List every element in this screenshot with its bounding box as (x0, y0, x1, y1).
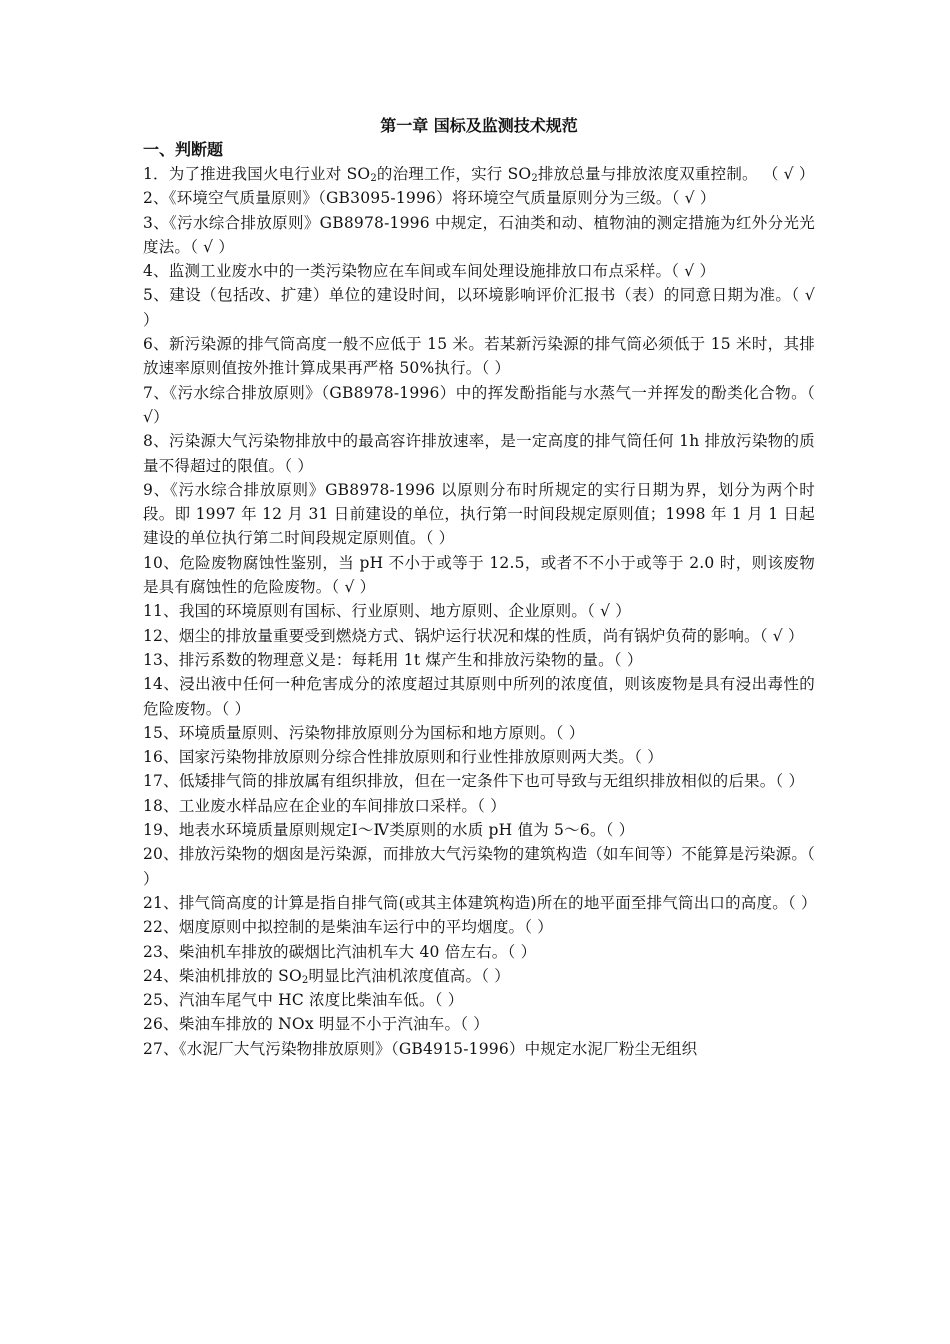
question-item: 3、《污水综合排放原则》GB8978-1996 中规定，石油类和动、植物油的测定措施为红外分光光度法。（ √ ） (143, 213, 815, 256)
question-item: 1．为了推进我国火电行业对 $SO_2$的治理工作，实行 $SO_2$排放总量与排放浓度双重控制。 （ √ ） (143, 165, 815, 184)
question-item: 13、排污系数的物理意义是：每耗用 1t 煤产生和排放污染物的量。（ ） (143, 650, 643, 669)
question-item: 20、排放污染物的烟囱是污染源，而排放大气污染物的建筑构造（如车间等）不能算是污染源。（ ） (143, 845, 815, 888)
question-item: 24、柴油机排放的 $SO_2$明显比汽油机浓度值高。（ ） (143, 966, 510, 986)
question-item: 12、烟尘的排放量重要受到燃烧方式、锅炉运行状况和煤的性质，尚有锅炉负荷的影响。（ √ ） (143, 626, 804, 645)
question-item: 11、我国的环境原则有国标、行业原则、地方原则、企业原则。（ √ ） (143, 602, 632, 621)
question-item: 14、浸出液中任何一种危害成分的浓度超过其原则中所列的浓度值，则该废物是具有浸出毒性的危险废物。（ ） (143, 675, 815, 718)
question-item: 7、《污水综合排放原则》（GB8978-1996）中的挥发酚指能与水蒸气一并挥发的酚类化合物。（ √） (143, 383, 815, 426)
question-item: 6、新污染源的排气筒高度一般不应低于 15 米。若某新污染源的排气筒必须低于 15 米时，其排放速率原则值按外推计算成果再严格 50%执行。（ ） (143, 335, 815, 378)
question-item: 9、《污水综合排放原则》GB8978-1996 以原则分布时所规定的实行日期为界，划分为两个时段。即 1997 年 12 月 31 日前建设的单位，执行第一时间段规定原则值；1998 年 1 月 1 日起建设的单位执行第二时间段规定原则值。（ ） (143, 480, 815, 548)
question-item: 27、《水泥厂大气污染物排放原则》（GB4915-1996）中规定水泥厂粉尘无组织 (143, 1039, 698, 1058)
question-item: 21、排气筒高度的计算是指自排气筒(或其主体建筑构造)所在的地平面至排气筒出口的高度。（ ） (143, 893, 817, 912)
question-item: 5、建设（包括改、扩建）单位的建设时间，以环境影响评价汇报书（表）的同意日期为准。（ √ ） (143, 286, 815, 329)
question-item: 18、工业废水样品应在企业的车间排放口采样。（ ） (143, 796, 506, 815)
question-item: 8、污染源大气污染物排放中的最高容许排放速率，是一定高度的排气筒任何 1h 排放污染物的质量不得超过的限值。（ ） (143, 432, 815, 475)
question-item: 10、危险废物腐蚀性鉴别，当 pH 不小于或等于 12.5，或者不不小于或等于 2.0 时，则该废物是具有腐蚀性的危险废物。（ √ ） (143, 553, 815, 597)
question-item: 4、监测工业废水中的一类污染物应在车间或车间处理设施排放口布点采样。（ √ ） (143, 262, 716, 281)
question-item: 17、低矮排气筒的排放属有组织排放，但在一定条件下也可导致与无组织排放相似的后果。（ ） (143, 772, 805, 791)
question-item: 25、汽油车尾气中 HC 浓度比柴油车低。（ ） (143, 991, 464, 1010)
question-item: 16、国家污染物排放原则分综合性排放原则和行业性排放原则两大类。（ ） (143, 748, 663, 767)
question-item: 22、烟度原则中拟控制的是柴油车运行中的平均烟度。（ ） (143, 918, 554, 937)
question-item: 2、《环境空气质量原则》（GB3095-1996）将环境空气质量原则分为三级。（ √ ） (143, 189, 716, 208)
question-item: 23、柴油机车排放的碳烟比汽油机车大 40 倍左右。（ ） (143, 942, 537, 961)
chapter-title: 第一章 国标及监测技术规范 (380, 116, 578, 135)
question-item: 26、柴油车排放的 NOx 明显不小于汽油车。（ ） (143, 1015, 489, 1034)
question-item: 15、环境质量原则、污染物排放原则分为国标和地方原则。（ ） (143, 723, 585, 742)
document-content (143, 114, 815, 1061)
section-heading: 一、判断题 (143, 140, 224, 159)
question-item: 19、地表水环境质量原则规定Ⅰ～Ⅳ类原则的水质 pH 值为 5～6。（ ） (143, 821, 635, 840)
